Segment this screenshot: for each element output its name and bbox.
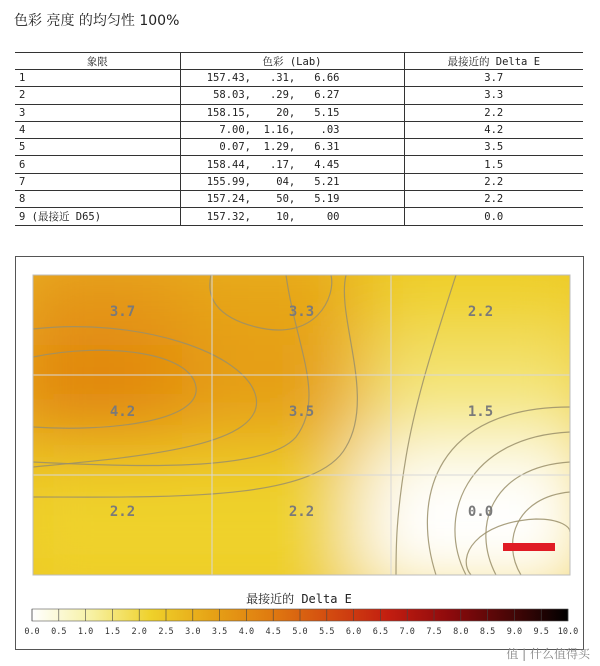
watermark: 值 | 什么值得买 xyxy=(506,647,590,661)
delta-e-cell: 4.2 xyxy=(404,121,583,138)
scale-tick-label: 10.0 xyxy=(557,627,579,637)
lab-cell: 157.32, 10, 00 xyxy=(180,208,404,225)
scale-tick-label: 9.5 xyxy=(533,627,549,637)
scale-tick-label: 3.5 xyxy=(211,627,228,637)
quadrant-cell: 9 (最接近 D65) xyxy=(15,208,180,225)
cell-value-label: 2.2 xyxy=(288,504,315,520)
legend-title: 最接近的 Delta E xyxy=(246,592,352,606)
lab-cell: 158.44, .17, 4.45 xyxy=(180,156,404,173)
delta-e-cell: 0.0 xyxy=(404,208,583,225)
table-row xyxy=(15,208,583,225)
scale-tick-label: 7.5 xyxy=(426,627,442,637)
lab-cell: 7.00, 1.16, .03 xyxy=(180,121,404,138)
scale-tick-label: 4.0 xyxy=(238,627,255,637)
quadrant-cell: 4 xyxy=(15,121,180,138)
lab-cell: 158.15, 20, 5.15 xyxy=(180,104,404,121)
table-row xyxy=(15,70,583,87)
cell-value-label: 2.2 xyxy=(109,504,136,520)
scale-tick-label: 2.5 xyxy=(158,627,174,637)
scale-tick-label: 8.0 xyxy=(453,627,469,637)
uniformity-heatmap-frame xyxy=(15,256,584,650)
page-title: 色彩 亮度 的均匀性 100% xyxy=(14,13,180,29)
scale-tick-label: 8.5 xyxy=(479,627,496,637)
scale-tick-label: 0.0 xyxy=(24,627,40,637)
lab-cell: 157.43, .31, 6.66 xyxy=(180,70,404,87)
delta-e-cell: 2.2 xyxy=(404,104,583,121)
quadrant-cell: 7 xyxy=(15,173,180,190)
cell-value-label: 3.7 xyxy=(109,304,136,320)
quadrant-cell: 5 xyxy=(15,139,180,156)
quadrant-cell: 8 xyxy=(15,191,180,208)
cell-value-label: 3.3 xyxy=(288,304,315,320)
table-row xyxy=(15,104,583,121)
lab-cell: 157.24, 50, 5.19 xyxy=(180,191,404,208)
highlight-marker xyxy=(503,543,555,551)
cell-value-label: 2.2 xyxy=(467,304,494,320)
uniformity-table xyxy=(15,52,583,226)
quadrant-cell: 6 xyxy=(15,156,180,173)
quadrant-cell: 1 xyxy=(15,70,180,87)
delta-e-cell: 1.5 xyxy=(404,156,583,173)
lab-cell: 58.03, .29, 6.27 xyxy=(180,87,404,104)
table-row xyxy=(15,191,583,208)
lab-cell: 155.99, 04, 5.21 xyxy=(180,173,404,190)
heatmap-cell xyxy=(361,445,583,605)
scale-tick-label: 5.5 xyxy=(319,627,335,637)
scale-tick-label: 3.0 xyxy=(185,627,201,637)
lab-cell: 0.07, 1.29, 6.31 xyxy=(180,139,404,156)
scale-tick-label: 6.0 xyxy=(345,627,362,637)
cell-value-label: 3.5 xyxy=(288,404,315,420)
scale-tick-label: 5.0 xyxy=(292,627,308,637)
delta-e-cell: 2.2 xyxy=(404,173,583,190)
delta-e-cell: 3.7 xyxy=(404,70,583,87)
scale-tick-label: 9.0 xyxy=(506,627,523,637)
scale-tick-label: 2.0 xyxy=(131,627,147,637)
quadrant-cell: 3 xyxy=(15,104,180,121)
delta-e-cell: 3.3 xyxy=(404,87,583,104)
scale-tick-label: 1.5 xyxy=(104,627,121,637)
table-row xyxy=(15,173,583,190)
scale-tick-label: 0.5 xyxy=(51,627,67,637)
scale-tick-label: 7.0 xyxy=(399,627,415,637)
cell-value-label: 0.0 xyxy=(467,504,494,520)
scale-tick-label: 1.0 xyxy=(77,627,94,637)
table-row xyxy=(15,156,583,173)
scale-tick-label: 6.5 xyxy=(372,627,389,637)
uniformity-heatmap xyxy=(16,257,583,649)
quadrant-cell: 2 xyxy=(15,87,180,104)
delta-e-cell: 2.2 xyxy=(404,191,583,208)
delta-e-cell: 3.5 xyxy=(404,139,583,156)
color-scale xyxy=(24,609,578,637)
column-header-quadrant: 象限 xyxy=(15,53,180,70)
table-row xyxy=(15,87,583,104)
table-row xyxy=(15,139,583,156)
cell-value-label: 4.2 xyxy=(109,404,136,420)
table-header-row xyxy=(15,53,583,70)
scale-tick-label: 4.5 xyxy=(265,627,281,637)
column-header-lab: 色彩 (Lab) xyxy=(180,53,404,70)
table-row xyxy=(15,121,583,138)
column-header-delta-e: 最接近的 Delta E xyxy=(404,53,583,70)
cell-value-label: 1.5 xyxy=(467,404,494,420)
